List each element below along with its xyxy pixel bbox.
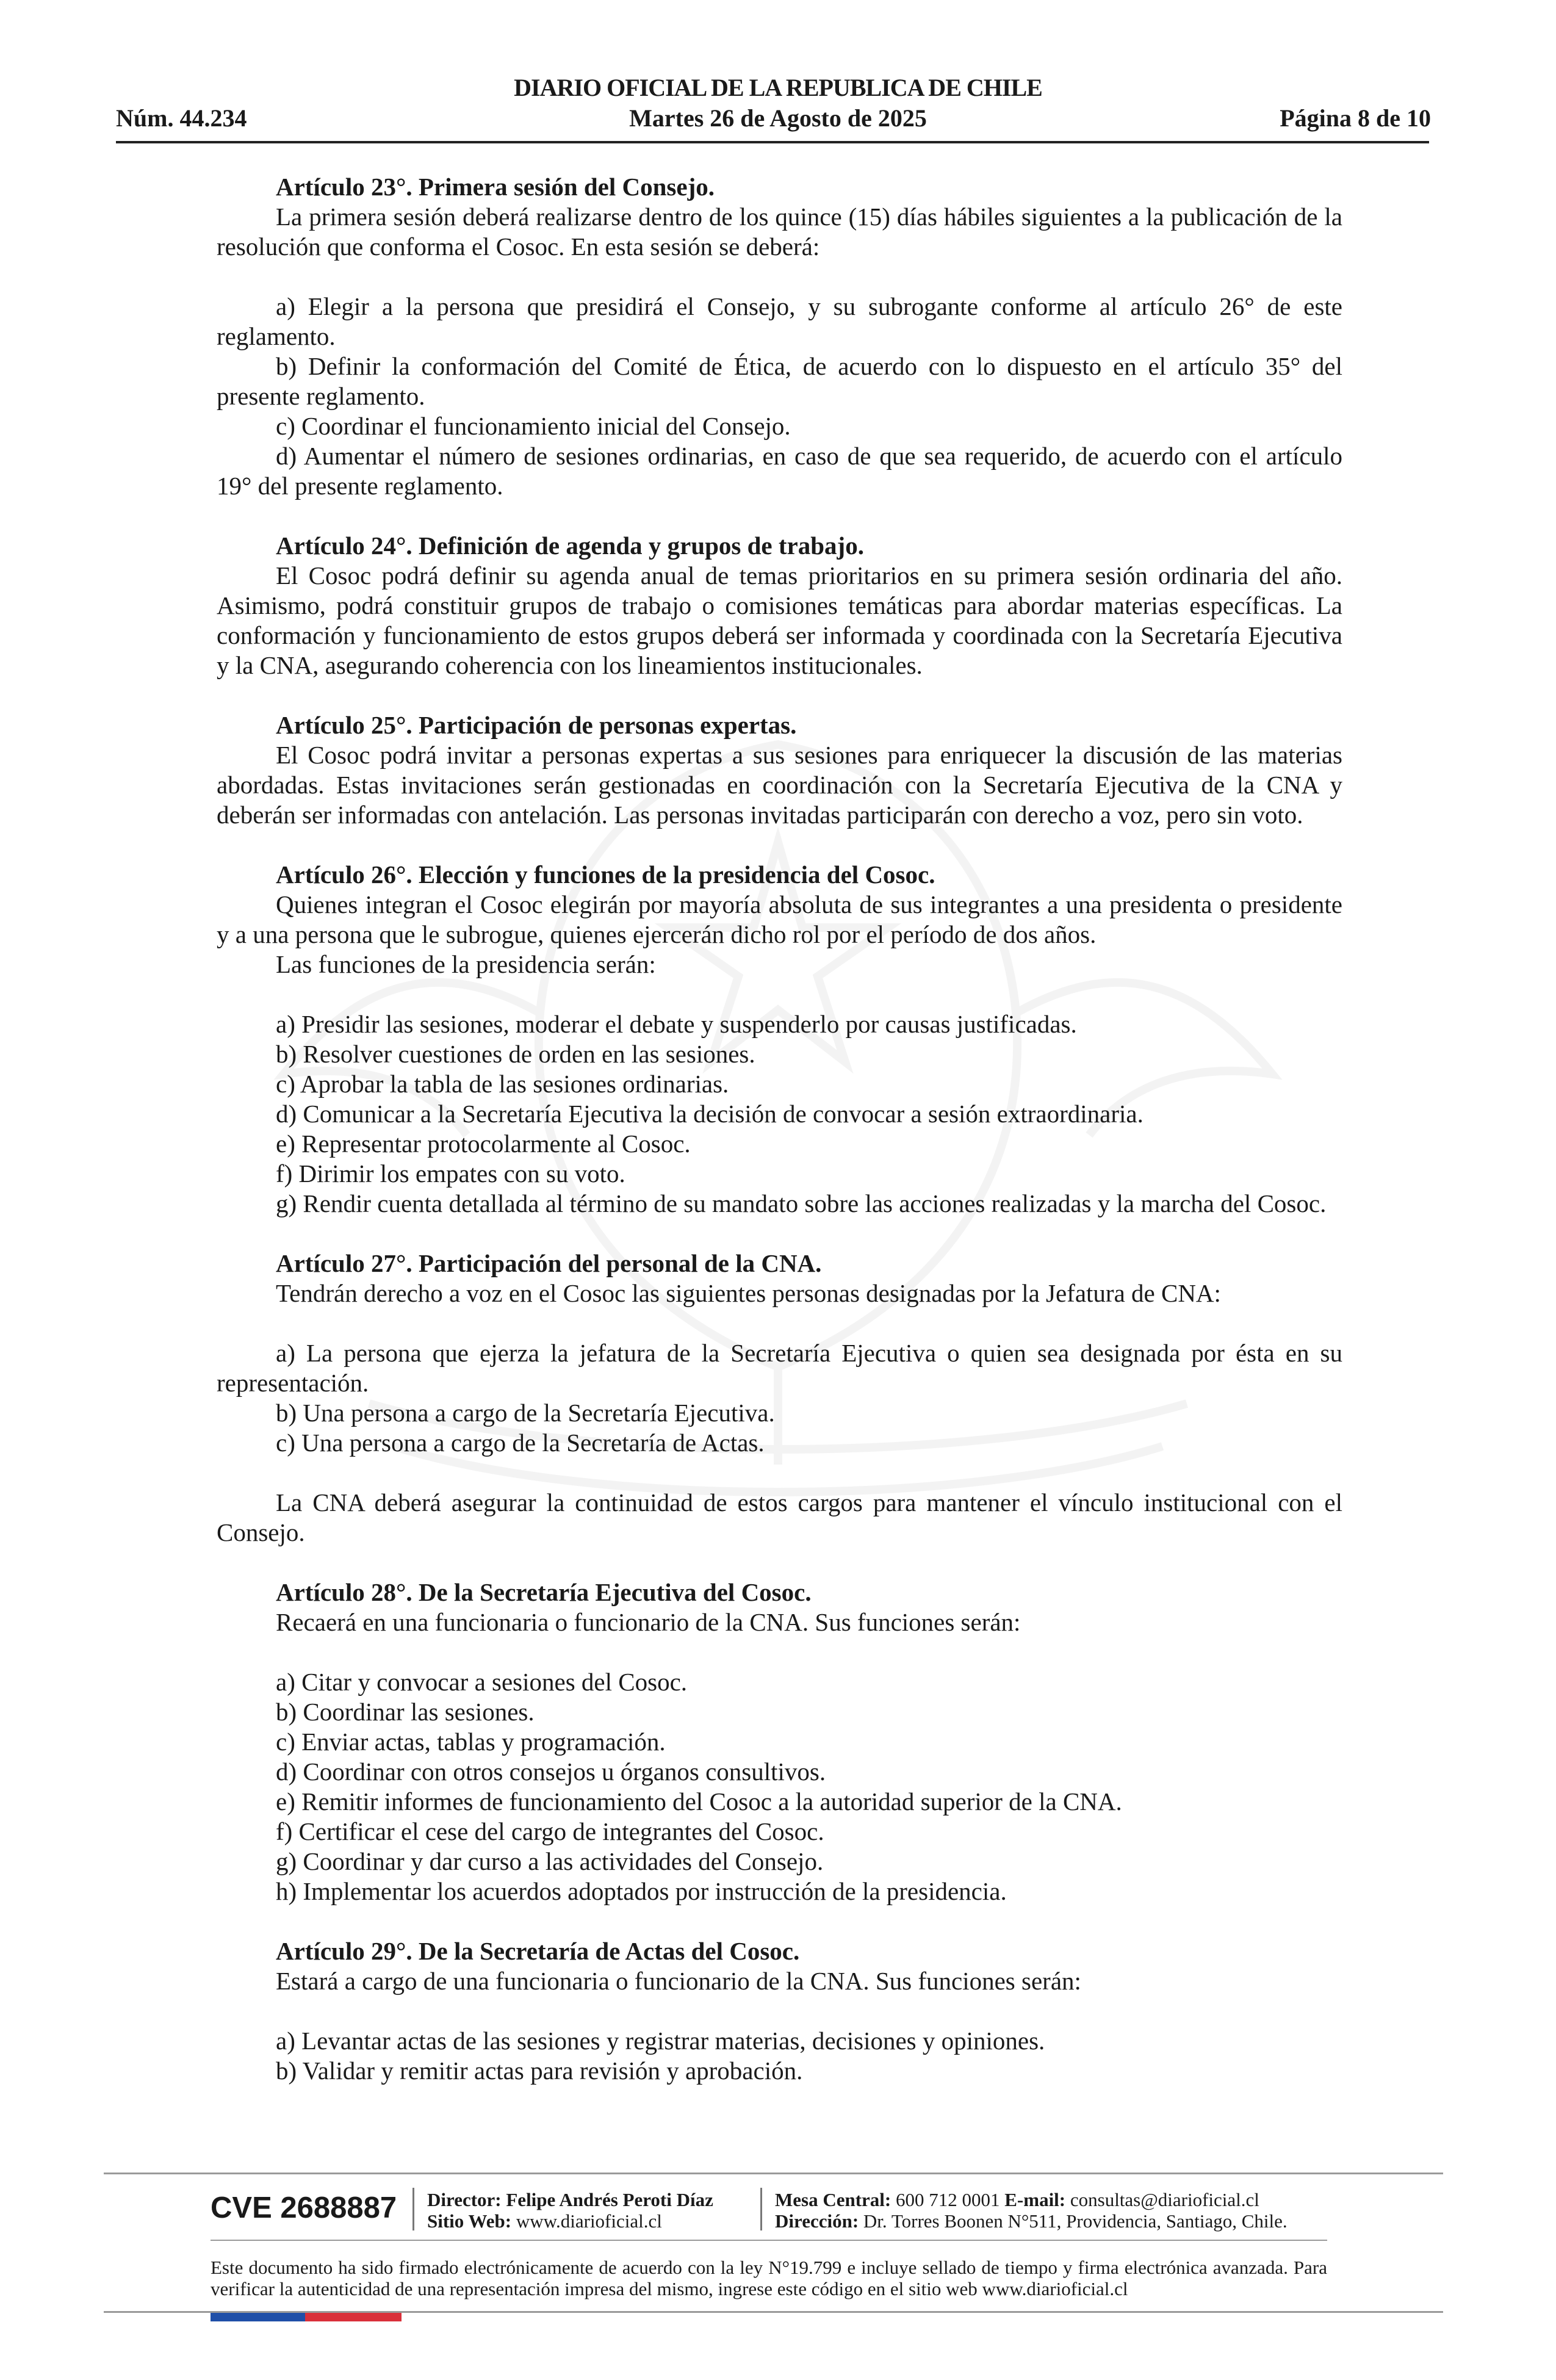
paragraph-spacer bbox=[217, 1996, 1342, 2026]
director-label: Director: bbox=[427, 2189, 502, 2210]
body-paragraph: b) Coordinar las sesiones. bbox=[276, 1698, 535, 1726]
body-paragraph: La primera sesión deberá realizarse dentro de los quince (15) días hábiles siguientes a la publicación de la resolución que conforma el Cosoc. En esta sesión se deberá: bbox=[217, 203, 1342, 261]
footer-separator bbox=[760, 2188, 762, 2230]
body-paragraph: c) Una persona a cargo de la Secretaría de Actas. bbox=[276, 1429, 765, 1457]
page-footer bbox=[0, 2173, 1556, 2380]
header-divider bbox=[116, 141, 1429, 143]
paragraph-spacer bbox=[217, 1637, 1342, 1667]
body-paragraph: f) Dirimir los empates con su voto. bbox=[276, 1159, 625, 1188]
body-paragraph: c) Enviar actas, tablas y programación. bbox=[276, 1728, 666, 1756]
body-paragraph: e) Representar protocolarmente al Cosoc. bbox=[276, 1130, 691, 1158]
body-paragraph: d) Comunicar a la Secretaría Ejecutiva la decisión de convocar a sesión extraordinaria. bbox=[276, 1100, 1144, 1128]
body-paragraph: La CNA deberá asegurar la continuidad de estos cargos para mantener el vínculo institucional con el Consejo. bbox=[217, 1488, 1342, 1546]
page-number: Página 8 de 10 bbox=[1280, 104, 1431, 132]
paragraph-spacer bbox=[217, 1219, 1342, 1249]
body-paragraph: d) Aumentar el número de sesiones ordinarias, en caso de que sea requerido, de acuerdo con el artículo 19° del presente reglamento. bbox=[217, 442, 1342, 500]
body-paragraph: Las funciones de la presidencia serán: bbox=[276, 950, 656, 978]
body-paragraph: d) Coordinar con otros consejos u órganos consultivos. bbox=[276, 1758, 826, 1786]
cve-code: CVE 2688887 bbox=[211, 2191, 397, 2224]
director-name: Felipe Andrés Peroti Díaz bbox=[506, 2189, 713, 2210]
footer-separator bbox=[412, 2188, 414, 2230]
paragraph-spacer bbox=[217, 1548, 1342, 1578]
footer-director-block bbox=[427, 2189, 713, 2232]
article-heading: Artículo 28°. De la Secretaría Ejecutiva del Cosoc. bbox=[276, 1578, 812, 1606]
phone-number: 600 712 0001 bbox=[896, 2189, 1000, 2210]
body-paragraph: c) Coordinar el funcionamiento inicial del Consejo. bbox=[276, 412, 791, 440]
web-link[interactable]: www.diarioficial.cl bbox=[516, 2210, 662, 2232]
body-paragraph: Tendrán derecho a voz en el Cosoc las siguientes personas designadas por la Jefatura de CNA: bbox=[276, 1279, 1221, 1307]
issue-date: Martes 26 de Agosto de 2025 bbox=[629, 104, 927, 132]
paragraph-spacer bbox=[217, 1906, 1342, 1936]
body-paragraph: g) Rendir cuenta detallada al término de su mandato sobre las acciones realizadas y la marcha del Cosoc. bbox=[276, 1189, 1327, 1217]
body-paragraph: a) Elegir a la persona que presidirá el Consejo, y su subrogante conforme al artículo 26° de este reglamento. bbox=[217, 292, 1342, 350]
publication-title: DIARIO OFICIAL DE LA REPUBLICA DE CHILE bbox=[514, 74, 1042, 101]
body-paragraph: Estará a cargo de una funcionaria o funcionario de la CNA. Sus funciones serán: bbox=[276, 1967, 1081, 1995]
body-paragraph: a) Citar y convocar a sesiones del Cosoc. bbox=[276, 1668, 688, 1696]
body-paragraph: b) Una persona a cargo de la Secretaría Ejecutiva. bbox=[276, 1399, 775, 1427]
document-body bbox=[217, 172, 1342, 2086]
body-paragraph: f) Certificar el cese del cargo de integrantes del Cosoc. bbox=[276, 1817, 824, 1845]
paragraph-spacer bbox=[217, 262, 1342, 292]
address-value: Dr. Torres Boonen N°511, Providencia, Santiago, Chile. bbox=[863, 2210, 1288, 2232]
body-paragraph: e) Remitir informes de funcionamiento del Cosoc a la autoridad superior de la CNA. bbox=[276, 1787, 1122, 1816]
article-heading: Artículo 23°. Primera sesión del Consejo. bbox=[276, 173, 715, 201]
footer-divider-top bbox=[104, 2173, 1443, 2174]
article-heading: Artículo 24°. Definición de agenda y grupos de trabajo. bbox=[276, 532, 864, 560]
body-paragraph: b) Definir la conformación del Comité de Ética, de acuerdo con lo dispuesto en el artículo 35° del presente reglamento. bbox=[217, 352, 1342, 410]
body-paragraph: a) Levantar actas de las sesiones y registrar materias, decisiones y opiniones. bbox=[276, 2027, 1045, 2055]
article-heading: Artículo 26°. Elección y funciones de la presidencia del Cosoc. bbox=[276, 860, 935, 889]
body-paragraph: Recaerá en una funcionaria o funcionario de la CNA. Sus funciones serán: bbox=[276, 1608, 1021, 1636]
phone-label: Mesa Central: bbox=[775, 2189, 891, 2210]
flag-stripe-blue bbox=[211, 2313, 305, 2321]
flag-stripe-red bbox=[305, 2313, 402, 2321]
article-heading: Artículo 25°. Participación de personas expertas. bbox=[276, 711, 797, 739]
web-label: Sitio Web: bbox=[427, 2210, 512, 2232]
footer-contact-block bbox=[775, 2189, 1288, 2232]
paragraph-spacer bbox=[217, 501, 1342, 531]
body-paragraph: b) Validar y remitir actas para revisión y aprobación. bbox=[276, 2057, 803, 2085]
body-paragraph: El Cosoc podrá invitar a personas expertas a sus sesiones para enriquecer la discusión de las materias abordadas. Estas invitaciones serán gestionadas en coordinación con la Secretaría Ejecutiva de la CNA y deberán ser informadas con antelación. Las personas invitadas participarán con derecho a voz, pero sin voto. bbox=[217, 741, 1342, 829]
article-heading: Artículo 29°. De la Secretaría de Actas del Cosoc. bbox=[276, 1937, 800, 1965]
signature-legal-notice: Este documento ha sido firmado electrónicamente de acuerdo con la ley N°19.799 e incluye sellado de tiempo y firma electrónica avanzada. Para verificar la autenticidad de una representación impresa del mismo, ingrese este código en el sitio web www.diarioficial.cl bbox=[211, 2257, 1327, 2299]
email-link[interactable]: consultas@diarioficial.cl bbox=[1070, 2189, 1259, 2210]
paragraph-spacer bbox=[217, 1458, 1342, 1488]
article-heading: Artículo 27°. Participación del personal de la CNA. bbox=[276, 1249, 822, 1277]
paragraph-spacer bbox=[217, 680, 1342, 710]
paragraph-spacer bbox=[217, 830, 1342, 860]
body-paragraph: b) Resolver cuestiones de orden en las sesiones. bbox=[276, 1040, 755, 1068]
body-paragraph: Quienes integran el Cosoc elegirán por mayoría absoluta de sus integrantes a una presidenta o presidente y a una persona que le subrogue, quienes ejercerán dicho rol por el período de dos años. bbox=[217, 890, 1342, 948]
paragraph-spacer bbox=[217, 1308, 1342, 1338]
body-paragraph: a) La persona que ejerza la jefatura de la Secretaría Ejecutiva o quien sea designada por ésta en su representación. bbox=[217, 1339, 1342, 1397]
paragraph-spacer bbox=[217, 979, 1342, 1009]
page-header bbox=[0, 0, 1556, 146]
issue-number: Núm. 44.234 bbox=[116, 104, 247, 132]
body-paragraph: h) Implementar los acuerdos adoptados por instrucción de la presidencia. bbox=[276, 1877, 1007, 1905]
body-paragraph: c) Aprobar la tabla de las sesiones ordinarias. bbox=[276, 1070, 729, 1098]
body-paragraph: g) Coordinar y dar curso a las actividades del Consejo. bbox=[276, 1847, 824, 1875]
body-paragraph: El Cosoc podrá definir su agenda anual de temas prioritarios en su primera sesión ordinaria del año. Asimismo, podrá constituir grupos de trabajo o comisiones temáticas para abordar materias específicas. La conformación y funcionamiento de estos grupos deberá ser informada y coordinada con la Secretaría Ejecutiva y la CNA, asegurando coherencia con los lineamientos institucionales. bbox=[217, 561, 1342, 679]
footer-divider-middle bbox=[211, 2240, 1327, 2241]
email-label: E-mail: bbox=[1004, 2189, 1066, 2210]
body-paragraph: a) Presidir las sesiones, moderar el debate y suspenderlo por causas justificadas. bbox=[276, 1010, 1077, 1038]
address-label: Dirección: bbox=[775, 2210, 859, 2232]
